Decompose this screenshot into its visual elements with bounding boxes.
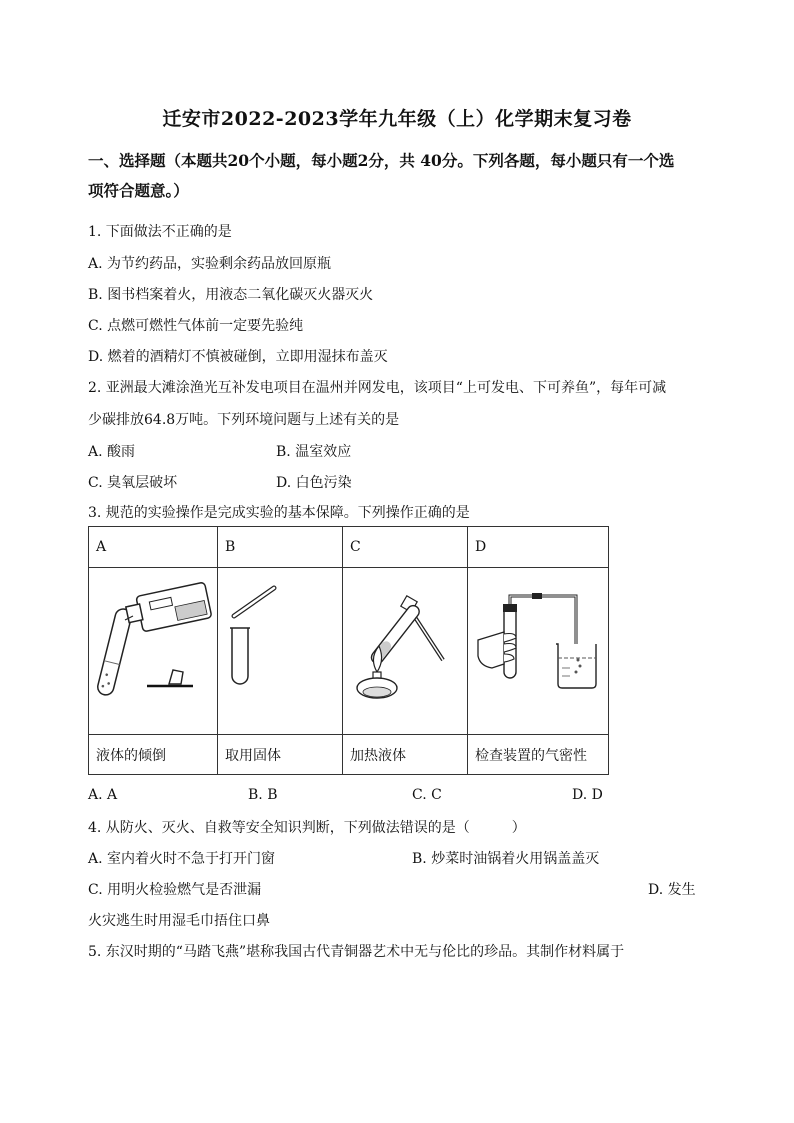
q3-header-b: B: [218, 527, 343, 568]
q2-option-a: A. 酸雨: [88, 444, 136, 460]
liquid-pouring-figure: [89, 568, 217, 734]
q1-stem: 1. 下面做法不正确的是: [88, 224, 232, 240]
q3-image-d: [468, 568, 609, 735]
q3-caption-d: 检查装置的气密性: [468, 735, 609, 775]
q3-table: [88, 526, 609, 775]
q3-option-a: A. A: [88, 787, 118, 803]
q4-option-c: C. 用明火检验燃气是否泄漏: [88, 882, 262, 898]
q3-caption-c: 加热液体: [343, 735, 468, 775]
q3-header-a: A: [89, 527, 218, 568]
q4-option-b: B. 炒菜时油锅着火用锅盖盖灭: [412, 851, 600, 867]
page-title: 迁安市2022-2023学年九年级（上）化学期末复习卷: [162, 108, 632, 130]
q3-image-b: [218, 568, 343, 735]
q3-header-c: C: [343, 527, 468, 568]
q3-header-d: D: [468, 527, 609, 568]
q3-caption-a: 液体的倾倒: [89, 735, 218, 775]
q2-option-d: D. 白色污染: [276, 475, 352, 491]
q2-stem-line1: 2. 亚洲最大滩涂渔光互补发电项目在温州并网发电，该项目“上可发电、下可养鱼”，每年可减: [88, 380, 667, 396]
q2-option-c: C. 臭氧层破坏: [88, 475, 178, 491]
q3-option-d: D. D: [572, 787, 603, 803]
q3-image-c: [343, 568, 468, 735]
q2-option-b: B. 温室效应: [276, 444, 352, 460]
q3-option-c: C. C: [412, 787, 442, 803]
q4-option-d-continued: 火灾逃生时用湿毛巾捂住口鼻: [88, 913, 270, 929]
heating-liquid-figure: [343, 568, 467, 734]
q1-option-d: D. 燃着的酒精灯不慎被碰倒，立即用湿抹布盖灭: [88, 349, 388, 365]
section-heading: [88, 146, 718, 206]
airtightness-check-figure: [468, 568, 608, 734]
q4-option-d: D. 发生: [648, 882, 696, 898]
section-heading-line1: 一、选择题（本题共20个小题，每小题2分，共 40分。下列各题，每小题只有一个选: [88, 151, 675, 170]
q4-stem: 4. 从防火、灭火、自救等安全知识判断，下列做法错误的是（ ）: [88, 820, 526, 836]
q3-stem: 3. 规范的实验操作是完成实验的基本保障。下列操作正确的是: [88, 505, 470, 521]
q1-option-a: A. 为节约药品，实验剩余药品放回原瓶: [88, 256, 332, 272]
q2-stem-line2: 少碳排放64.8万吨。下列环境问题与上述有关的是: [88, 412, 400, 428]
q3-caption-b: 取用固体: [218, 735, 343, 775]
q4-option-a: A. 室内着火时不急于打开门窗: [88, 851, 276, 867]
section-heading-line2: 项符合题意。）: [88, 181, 189, 200]
taking-solid-figure: [218, 568, 342, 734]
q1-option-c: C. 点燃可燃性气体前一定要先验纯: [88, 318, 304, 334]
q3-image-a: [89, 568, 218, 735]
q5-stem: 5. 东汉时期的“马踏飞燕”堪称我国古代青铜器艺术中无与伦比的珍品。其制作材料属于: [88, 944, 625, 960]
q3-option-b: B. B: [248, 787, 278, 803]
q1-option-b: B. 图书档案着火，用液态二氧化碳灭火器灭火: [88, 287, 374, 303]
